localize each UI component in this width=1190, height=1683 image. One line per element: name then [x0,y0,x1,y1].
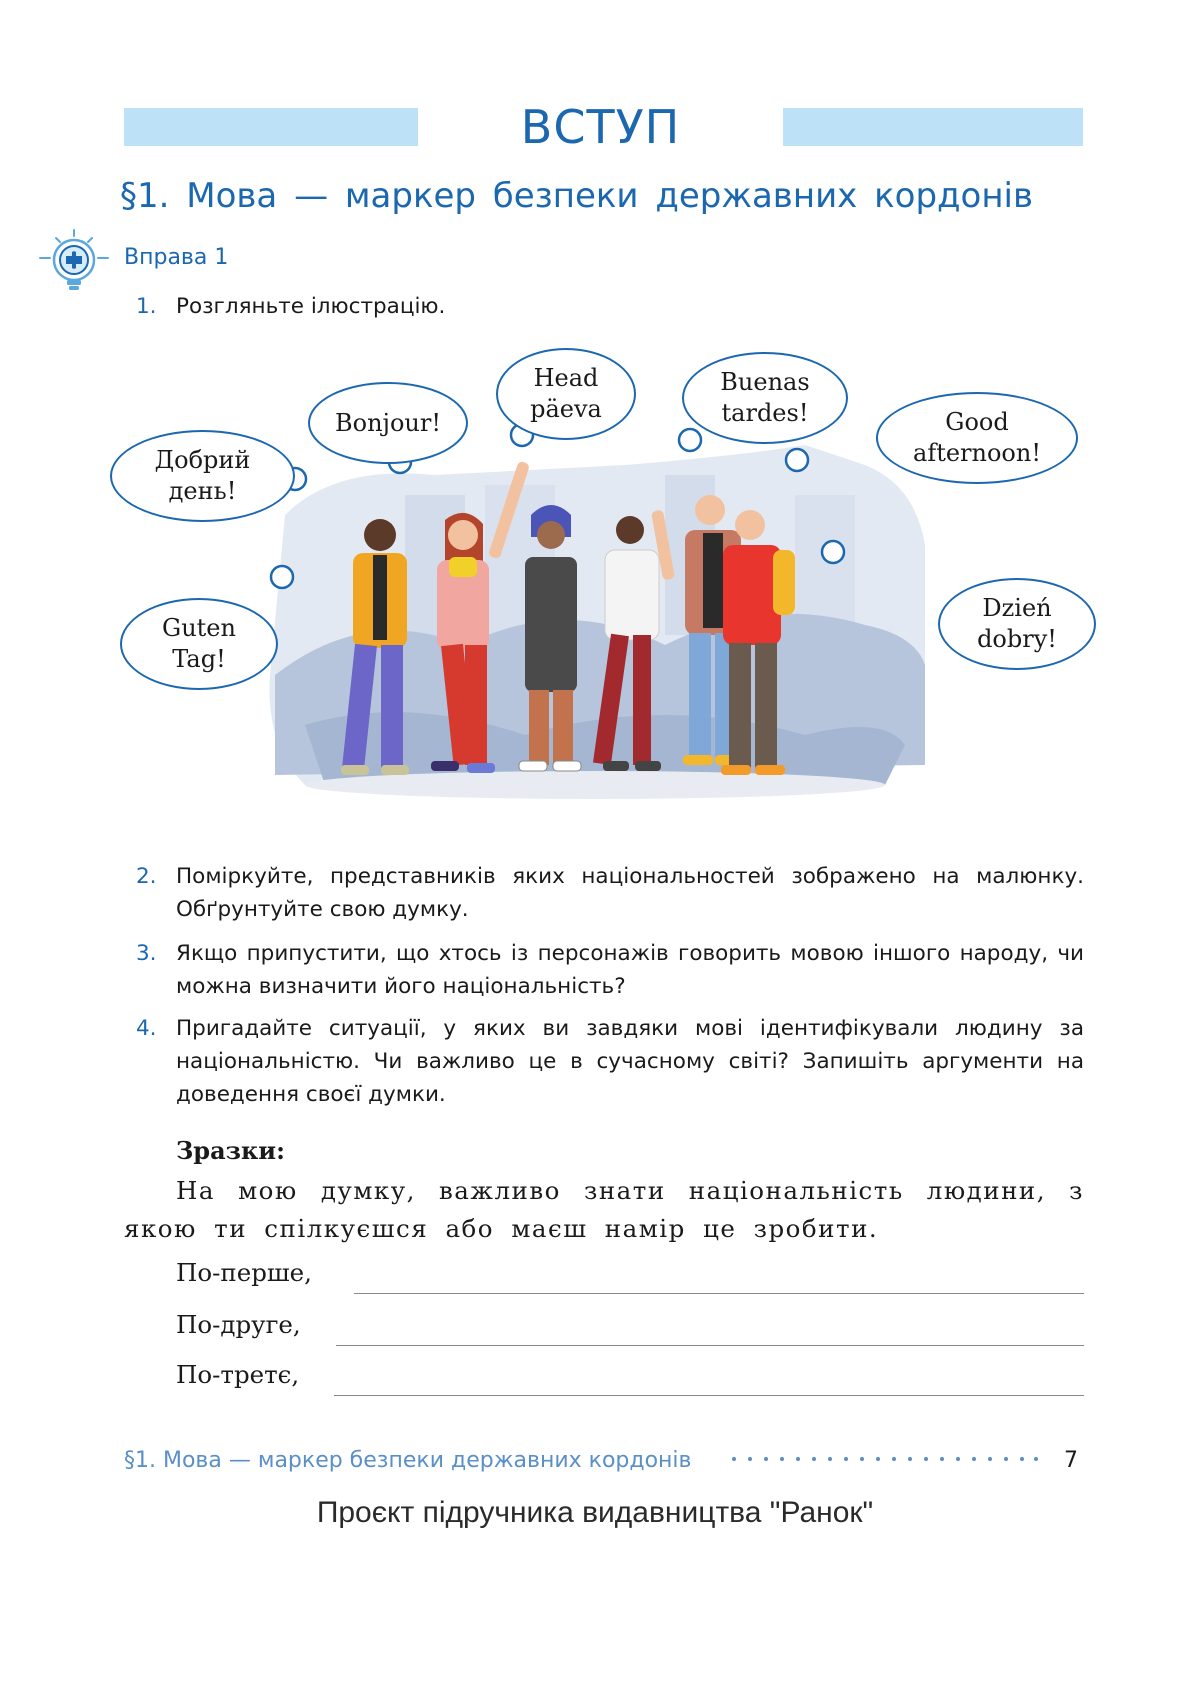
speech-bubble [120,598,278,690]
bubble-line: Добрий [154,446,251,474]
footer-dot-leader [730,1454,1040,1464]
task-item [136,290,1084,323]
bubble-line: день! [168,477,237,505]
samples-heading: Зразки: [176,1136,285,1165]
task-number: 1. [136,294,157,319]
task-text: Якщо припустити, що хтось із персонажів говорить мовою іншого народу, чи можна визначити його національність? [176,941,1084,999]
page-number: 7 [1064,1448,1078,1473]
speech-bubble [110,430,295,522]
fill-in-line[interactable] [334,1395,1084,1396]
bubble-line: päeva [530,395,602,423]
bubble-line: Tag! [172,645,226,673]
speech-bubble [308,382,468,464]
speech-bubble [496,348,636,440]
bubble-line: Good [945,408,1009,436]
bubble-line: Dzień [982,594,1052,622]
section-title: §1. Мова — маркер безпеки державних кордонів [120,176,1034,216]
header-bar-right [783,108,1083,146]
fill-line-label: По-друге, [176,1310,301,1339]
task-number: 3. [136,941,157,966]
footer-section-title: §1. Мова — маркер безпеки державних кордонів [124,1448,692,1473]
fill-line-label: По-третє, [176,1360,300,1389]
fill-line-row [176,1310,1084,1350]
bubble-line: Buenas [720,368,810,396]
task-number: 2. [136,864,157,889]
bubble-line: Bonjour! [334,409,441,437]
task-text: Розгляньте ілюстрацію. [176,294,446,319]
fill-in-line[interactable] [336,1345,1084,1346]
bubble-line: afternoon! [913,439,1041,467]
task-number: 4. [136,1016,157,1041]
speech-bubble [938,578,1096,670]
task-item [136,860,1084,926]
speech-bubble [682,352,848,444]
exercise-label: Вправа 1 [124,245,229,270]
task-item [136,937,1084,1003]
bubble-line: dobry! [977,625,1057,653]
chapter-title: ВСТУП [520,100,681,154]
speech-bubble [876,392,1078,484]
fill-line-row [176,1360,1084,1400]
samples-text: На мою думку, важливо знати національність людини, з якою ти спілкуєшся або маєш намір це зробити. [124,1176,1084,1243]
fill-in-line[interactable] [354,1293,1084,1294]
task-text: Пригадайте ситуації, у яких ви завдяки мові ідентифікували людину за національністю. Чи важливо це в сучасному світі? Запишіть аргументи на доведення своєї думки. [176,1016,1084,1107]
fill-line-label: По-перше, [176,1258,312,1287]
bubble-line: Guten [162,614,236,642]
header-bar-left [124,108,418,146]
task-item [136,1012,1084,1111]
puzzle-head-lightbulb-icon [36,228,112,296]
bubble-line: tardes! [721,399,809,427]
project-note: Проєкт підручника видавництва "Ранок" [316,1496,874,1529]
fill-line-row [176,1258,1084,1298]
bubble-line: Head [533,364,599,392]
task-text: Поміркуйте, представників яких національностей зображено на малюнку. Обґрунтуйте свою думку. [176,864,1084,922]
